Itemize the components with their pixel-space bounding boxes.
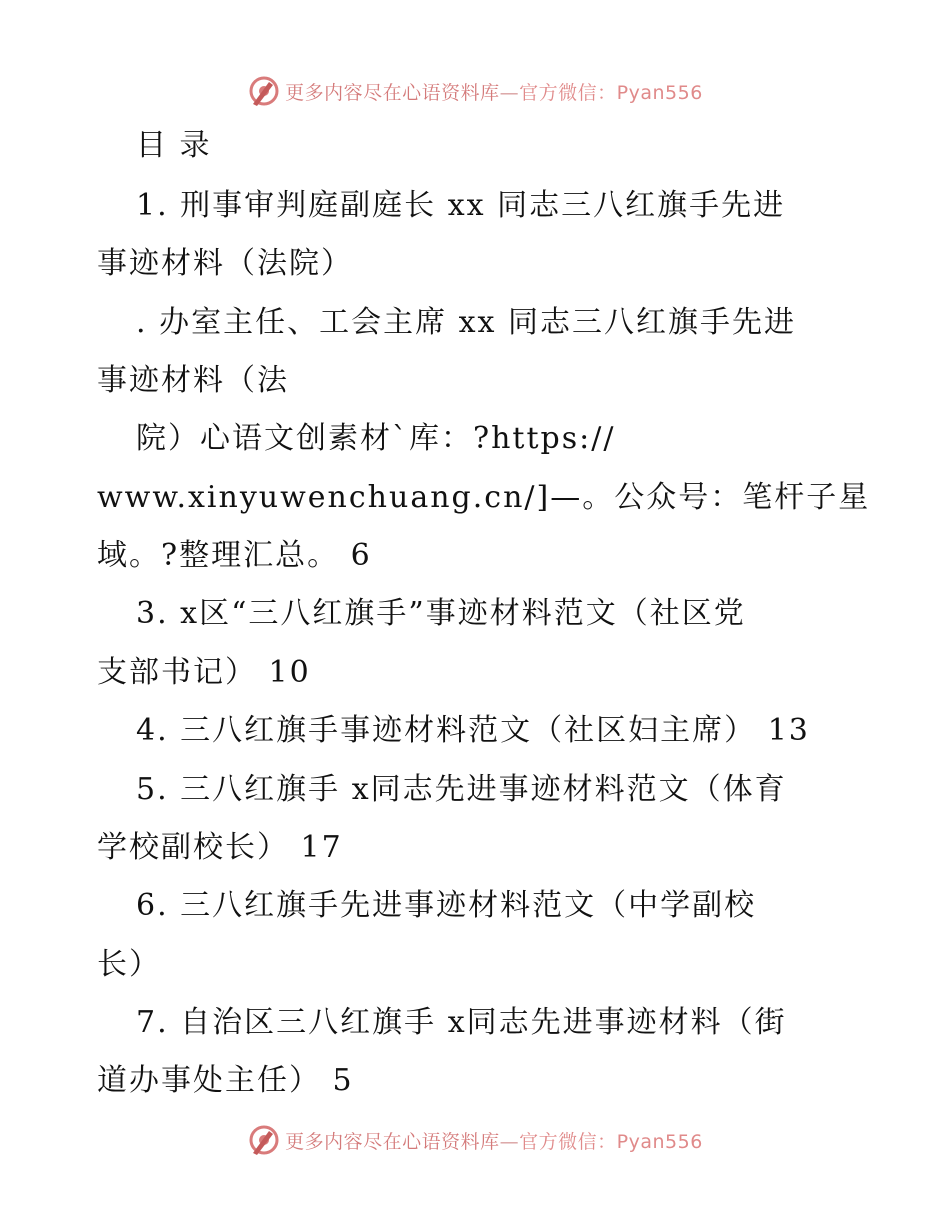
toc-line: 6. 三八红旗手先进事迹材料范文（中学副校 — [136, 888, 757, 923]
toc-line: 5. 三八红旗手 x同志先进事迹材料范文（体育 — [136, 772, 787, 807]
toc-line: 3. x区“三八红旗手”事迹材料范文（社区党 — [136, 596, 746, 631]
watermark-banner-bottom — [0, 1120, 950, 1160]
pen-logo-icon — [247, 1123, 281, 1157]
toc-line: 支部书记） 10 — [97, 655, 311, 690]
pen-logo-icon — [247, 74, 281, 108]
toc-line: 1. 刑事审判庭副庭长 xx 同志三八红旗手先进 — [136, 188, 786, 223]
toc-line: www.xinyuwenchuang.cn/]—。公众号：笔杆子星 — [97, 480, 871, 515]
toc-line: 长） — [97, 947, 161, 982]
toc-line: 4. 三八红旗手事迹材料范文（社区妇主席） 13 — [136, 713, 810, 748]
watermark-text: 更多内容尽在心语资料库—官方微信：Pyan556 — [285, 1130, 703, 1153]
toc-line: 事迹材料（法 — [97, 363, 289, 398]
toc-line: 7. 自治区三八红旗手 x同志先进事迹材料（街 — [136, 1005, 787, 1040]
toc-line: 事迹材料（法院） — [97, 246, 353, 281]
toc-line: . 办室主任、工会主席 xx 同志三八红旗手先进 — [136, 305, 796, 340]
toc-line: 域。?整理汇总。 6 — [97, 538, 372, 573]
toc-line: 道办事处主任） 5 — [97, 1063, 354, 1098]
watermark-banner-top — [0, 71, 950, 111]
toc-line: 学校副校长） 17 — [97, 830, 343, 865]
watermark-text: 更多内容尽在心语资料库—官方微信：Pyan556 — [285, 81, 703, 104]
toc-line: 院）心语文创素材`库：?https:// — [136, 421, 616, 456]
toc-heading: 目 录 — [136, 128, 212, 163]
